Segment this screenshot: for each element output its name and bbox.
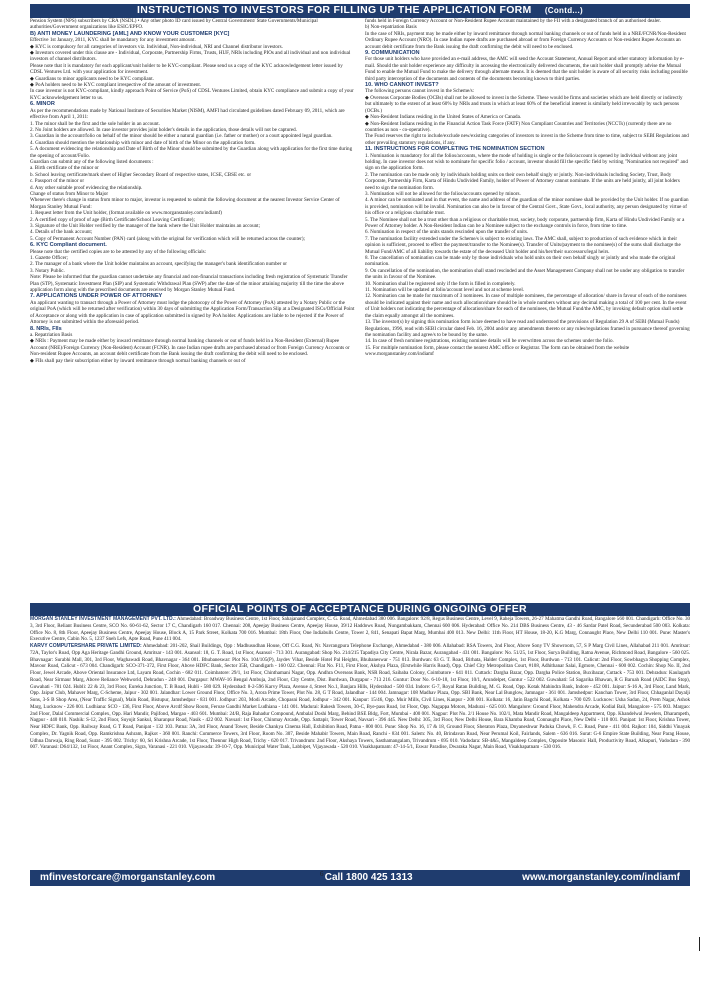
right-paras-item: 1. Nomination is mandatory for all the folios/accounts, where the mode of holding is single or the folio/account is opened by individual without any joint holding. In case investor does not wish to nominate for specific folio / account, investor should fill the specific field by writing "Nomination not required" and sign on the application form.: [365, 152, 688, 172]
left-paras-item: 7. APPLICATIONS UNDER POWER OF ATTORNEY: [30, 293, 163, 300]
right-paras-item: funds held in Foreign Currency Account or Non-Resident Rupee Account maintained by the FII with a designated branch of an authorised dealer.: [365, 18, 661, 24]
right-paras-item: 13. The investor(s) by signing this nomination form is/are deemed to have read and understood the provisions of Regulation 29 A of SEBI (Mutual Funds) Regulations, 1996, read with SEBI circular dated Feb. 16, 2004 and/or any amendments thereto or any rules/regulations framed in pursuance thereof governing the nomination facility and agree/s to be bound by the same.: [365, 319, 690, 338]
right-paras-item: 10. Nomination shall be registered only if the form is filled in completely.: [365, 280, 516, 287]
left-paras-item: ◆ NRIs : Payment may be made either by inward remittance through normal banking channels or out of funds held in a Non-Resident (External) Rupee Account (NRE)/Foreign Currency (Non-Resident) Account (FCNR). In case Indian rupee drafts are purchased abroad or from Foreign Currency Accounts or Non-resident Rupee Accounts, an account debit certificate from the Bank issuing the draft confirming the debit will need to be enclosed.: [30, 338, 350, 358]
left-paras-item: 5. Copy of Permanent Account Number (PAN) card (along with the original for verification which will be returned across the counter);: [30, 235, 305, 242]
left-paras-item: 4. Details of the bank account;: [30, 229, 93, 236]
left-paras-item: In case investor is not KYC-compliant, kindly approach Point of Service (PoS) of CDSL Ventures Limited, obtain KYC compliance and submit a copy of your KYC acknowledgement letter to us.: [30, 88, 354, 101]
left-column: [30, 18, 355, 600]
right-paras-item: 10. WHO CANNOT INVEST?: [365, 82, 439, 89]
instructions-title: INSTRUCTIONS TO INVESTORS FOR FILLING UP THE APPLICATION FORM: [137, 4, 532, 16]
right-paras-item: ◆ Non-Resident Indians residing in the United States of America or Canada.: [365, 114, 522, 121]
right-paras-item: 6. Nomination in respect of the units stands rescinded upon the transfer of units.: [365, 229, 529, 236]
left-paras-item: 6. MINOR: [30, 101, 55, 108]
amc-name: MORGAN STANLEY INVESTMENT MANAGEMENT PVT. LTD.:: [30, 616, 176, 622]
right-paras-item: 12. Nomination can be made for maximum of 3 nominees. In case of multiple nominees, the percentage of allocation/ share in favour of each of the nominees should be indicated against their name and such allocation/share should be in whole numbers without any decimal making a total of 100 per cent. In the event of Unit holders not indicating the percentage of allocation/share for each of the nominees, the Mutual Fund/the AMC, by invoking default option shall settle the claim equally amongst all the nominees.: [365, 293, 687, 319]
offer-addresses: [30, 616, 690, 867]
left-paras-item: Effective 1st January, 2011, KYC shall be mandatory for any investment amount.: [30, 37, 196, 44]
right-paras-item: 15. For multiple nomination form, please contact the nearest AMC office or Registrar. The form can be obtained from the website www.morganstanley.com/indiamf: [365, 344, 630, 358]
right-paras-item: 7. The nomination facility extended under the Scheme/s is subject to existing laws. The AMC shall, subject to production of such evidence which in their opinion is sufficient, proceed to effect the payment/transfer to the Nominee(s). Transfer of Units/payment to the nominee(s) of the sums shall discharge the Mutual Fund/AMC of all liability towards the estate of the deceased Unit holder and his/her/their successors/legal heirs.: [365, 235, 681, 255]
right-paras-item: In the case of NRIs, payment may be made either by inward remittance through normal banking channels or out of funds held in a NRE/FCNR/Non-Resident Ordinary Rupee Account (NRO). In case Indian rupee drafts are purchased abroad or from Foreign Currency Accounts or Non-resident Rupee Accounts an account debit certificate from the Bank issuing the draft confirming the debit will need to be enclosed.: [365, 30, 686, 50]
phone-number: Call 1800 425 1313: [324, 872, 413, 883]
left-paras-item: c. Passport of the minor or: [30, 178, 85, 185]
left-paras-item: 8. NRIs, FIIs: [30, 325, 62, 332]
contact-footer: [30, 870, 690, 886]
left-paras-item: As per the recommendations made by National Institute of Securities Market (NISM), AMFI had circulated guidelines dated February 09, 2011, which are effective from April 1, 2011:: [30, 107, 345, 121]
left-paras-item: 2. No Joint holders are allowed. In case investor provides joint holder's details in the application, those details will not be captured.: [30, 126, 298, 133]
left-paras-item: ◆ FIIs shall pay their subscription either by inward remittance through normal banking channels or out of: [30, 357, 246, 364]
left-paras-item: Change of status from Minor to Major: [30, 190, 109, 197]
left-paras-item: Please note that the certified copies are to be attested by any of the following officials:: [30, 248, 207, 255]
right-column: [365, 18, 690, 600]
page-number: 6: [320, 870, 324, 878]
right-paras-item: 5. The Nominee shall not be a trust other than a religious or charitable trust, society, body corporate, partnership firm, Karta of Hindu Undivided Family or a Power of Attorney holder. A Non-Resident Indian can be a Nominee subject to the exchange controls in force, from time to time.: [365, 216, 685, 229]
left-paras-item: a. Repatriation Basis: [30, 331, 73, 338]
right-paras-item: 11. INSTRUCTIONS FOR COMPLETING THE NOMINATION SECTION: [365, 146, 545, 153]
left-paras-item: ◆ Investors covered under this clause are - Individual, Corporate, Partnership Firms, Trusts, HUF, NRIs including PIOs and all individual and non individual investors of channel distributors.: [30, 50, 351, 63]
left-paras-item: B) ANTI MONEY LAUNDERING [AML] AND KNOW YOUR CUSTOMER [KYC]: [30, 30, 230, 37]
rta-addresses: Ahmedabad: 201-202, Shail Buildings, Opp : Madhusudhan House, Off C.G. Road, Nr. Navrangpura Telephone Exchange, Ahmedabad - 380 006. Allahabad: RSA Towers, 2nd Floor, Above Sony TV Showroom, 57, S P Marg Civil Lines, Allahabad 211 001. Amritsar: 72A, Taylor's Road, Opp Aga Heritage Gandhi Ground, Amritsar - 143 001. Asansol: 18, G. T. Road, 1st Floor, Asansol - 713 301. Aurangabad: Shop No. 214/215 Tapadiya City Centre, Nirala Bazar, Aurangabad - 431 001. Bangalore: No. 51/25, 1st Floor, Surya Building, Ratna Avenue, Richmond Road, Bangalore - 560 025. Bhavnagar: Surabhi Mall, 301, 3rd Floor, Waghawadi Road, Bhavnagar - 364 001. Bhubaneswar: Plot No. 104/105(P), Jaydev Vihar, Beside Hotel Pal Heights, Bhubaneswar - 751 013. Burdwan: 63 G. T. Road, Birhata, Halder Complex, 1st Floor, Burdwan - 713 101. Calicut: 2nd Floor, Sowbhagya Shopping Complex, Mavoor Road, Calicut - 673 004. Chandigarh: SCO-371-372, First Floor, Above HDFC Bank, Sector 35B, Chandigarh - 160 022. Chennai: Flat No. F11, First Floor, Akshya Plaza, (Erstwhile Harris Road), Opp. Chief City Metropolitan Court, #108, Adhithanar Salai, Egmore, Chennai - 600 002. Cochin: Shop No. II, 2nd Floor, Jewel Arcade, Above Oriental Insurance Ltd, Layam Road, Cochin - 682 011. Coimbatore: 29/1, 1st Floor, Chinthamani Nagar, Opp. Andhra Overseas Bank, NSR Road, Saibaba Colony, Coimbatore - 641 011. Cuttack: Dargha Bazar, Opp. Dargha Police Station, Buxibazar, Cuttack - 753 001. Dehradun: Kaulagarh Road, Near Sirmaur Marg, Above Reliance Webworld, Dehradun - 248 001. Durgapur: MWAV-16 Bengal Ambuja, 2nd Floor, City Centre, Dist. Burdwan, Durgapur - 713 216. Guntur: Door No. 6-10-18, 1st Floor, 10/1, Arundelpet, Guntur - 522 002. Guwahati: 54 Sagarika Bhawan, R G Baruah Road (AIDC Bus Stop), Guwahati - 781 024. Hubli: 22 & 23, 3rd Floor, Eureka Junction, T. B Road, Hubli - 580 029. Hyderabad: 8-2-596 Karvy Plaza, Avenue 4, Street No.1, Banjara Hills, Hyderabad - 500 034. Indore: G-7, Royal Ratan Building, M. G. Road, Opp. Kotak Mahindra Bank, Indore - 452 001. Jaipur: S-16 A, 3rd Floor, Land Mark, Opp. Jaipur Club, Mahaver Marg, C-Scheme, Jaipur - 302 001. Jalandhar: Lower Ground Floor, Office No. 3, Arora Prime Tower, Plot No. 28, G T Road, Jalandhar - 144 004. Jamnagar: 108 Madhav Plaza, Opp. SBI Bank, Near Lal Bunglow, Jamnagar - 361 001. Jamshedpur: Kanchan Tower, 3rd Floor, Chhaganlal Dayalji Sons, 3-S B Shop Area, (Near Traffic Signal), Main Road, Bistupur, Jamshedpur - 831 001. Jodhpur: 203, Modi Arcade, Chopasni Road, Jodhpur - 342 001. Kanpur: 15/46, Opp. Muir Mills, Civil Lines, Kanpur - 208 001. Kolkata: 16, Jatin Bagchi Road, Kolkata - 700 029. Lucknow: Usha Sadan, 24, Prem Nagar, Ashok Marg, Lucknow - 226 001. Ludhiana: SCO - 136, First Floor, Above Arcdf Show Room, Feroze Gandhi Market Ludhiana - 141 001. Madurai: Rakesh Towers, 30-C, Bye-pass Road, 1st Floor, Opp. Nagappa Motors, Madurai - 625 010. Mangalore: Ground Floor, Mahendra Arcade, Kodial Bail, Mangalore - 575 003. Margao: 2nd Floor, Dalal Commercial Complex, Opp. Hari Mandir, Pajifond, Margao - 403 601. Mumbai: 24/B, Raja Bahadur Compound, Ambalal Doshi Marg, Behind BSE Bldg, Fort, Mumbai - 400 001. Nagpur: Plot No. 2/1 House No. 102/1, Mata Mandir Road, Mangaldeep Appartment, Opp. Khandelwal Jewelers, Dharampeth, Nagpur - 440 010. Nashik: S-12, 2nd Floor, Suyojit Sankul, Sharanpur Road, Nasik - 422 002. Navsari: 1st Floor, Chinmay Arcade, Opp. Sattapir, Tower Road, Navsari - 396 445. New Delhi: 305, 3rd Floor, New Delhi House, Bara Khamba Road, Connaught Place, New Delhi - 110 001. Panipat: 1st Floor, Krishna Tower, Near HDFC Bank, Opp. Railway Road, G T Road, Panipat - 132 103. Patna: 3A, 3rd Floor, Anand Tower, Beside Chankya Cinema Hall, Exhibition Road, Patna - 800 001. Pune: Shop No. 16, 17 & 18, Ground Floor, Sheraton Plaza, Dnyaneshwar Paduka Chowk, F. C. Road, Pune - 411 004. Rajkot: 104, Siddhi Vinayak Complex, Dr. Yagnik Road, Opp. Ramkrishna Ashram, Rajkot - 360 001. Ranchi: Commerce Towers, 3rd Floor, Room No. 307, Beside Mahabir Towers, Main Road, Ranchi - 834 001. Salem: No. 40, Brindavan Road, Near Perumal Koil, Fairlands, Salem - 636 016. Surat: G-6 Empire State Building, Near Parag House, Udhna Darwaja, Ring Road, Surat - 395 002. Trichy: 60, Sri Krishna Arcade, 1st Floor, Thennur High Road, Trichy - 620 017. Trivandrum: 2nd Floor, Akshaya Towers, Sasthamangalam, Trivandrum - 695 010. Vadodara: SB-4&5, Mangaldeep Complex, Opposite Masonic Hall, Productivity Road, Alkapuri, Vadodara - 390 007. Varanasi: D64/132, 1st Floor, Anant Complex, Sigra, Varanasi - 221 010. Vijayawada: 39-10-7, Opp. Municipal Water Tank, Labbipet, Vijayawada - 520 010. Visakhapatnam: 47-14-5/1, Eswar Paradise, Dwaraka Nagar, Main Road, Visakhapatnam - 530 016.: [30, 643, 690, 751]
amc-addresses: Ahmedabad: Broadway Business Centre, 1st Floor, Sahajanand Complex, C. G. Road, Ahmedabad 380 006. Bangalore: 92/8, Regus Business Centre, Level 9, Raheja Towers, 26-27 Mahatma Gandhi Road, Bangalore 560 001. Chandigarh: Office No. 30 3, 3rd Floor, Reliant Business Centre, SCO No. 60-61-62, Sector 17 C, Chandigarh 160 017. Chennai: 208, Apeejay Business Centre, Apeejay House, 39/12 Haddows Road, Nungambakkam, Chennai 600 006. Hyderabad: Office No. 214 DBS Business Centre, 43 - 46 Sardar Patel Road, Secunderabad 500 003. Kolkata: Office No. 8, 8th Floor, Apeejay Business Centre, Apeejay House, Block A, 15 Park Street, Kolkata 700 016. Mumbai: 18th Floor, One Indiabulls Centre, Tower 2, 841, Senapati Bapat Marg, Mumbai 400 013. New Delhi: 11th Floor, HT House, 18-20, K.G Marg, Connaught Place, New Delhi 110 001. Pune: Master's Executive Centre, Cabin No. 5, 1237 Sneh Lefs, Apte Road, Pune 411 004.: [30, 616, 690, 643]
left-paras-item: Note: Please be informed that the guardian cannot undertake any financial and non-financial transactions including fresh registration of Systematic Transfer Plan (STP), Systematic Investment Plan (SIP) and Systematic Withdrawal Plan (SWP) after the date of the minor attaining majority till the time the above application form along with the prescribed documents are received by Morgan Stanley Mutual Fund.: [30, 274, 348, 294]
right-paras-item: 3. Nomination will not be allowed for the folios/accounts opened by minors.: [365, 190, 521, 197]
right-paras-item: The Fund reserves the right to include/exclude new/existing categories of investors to invest in the Scheme from time to time, subject to SEBI Regulations and other prevailing statutory regulations, if any.: [365, 133, 689, 146]
left-paras-item: An applicant wanting to transact through a Power of Attorney must lodge the photocopy of the Power of Attorney (PoA) attested by a Notary Public or the original PoA (which will be returned after verification) within 30 days of submitting the Application Form/Transaction Slip at a Designated ISCs/Official Point of Acceptance or along with the application in case of application submitted in signed by PoA holder. Applications are liable to be rejected if the Power of Attorney is not submitted within the aforesaid period.: [30, 299, 355, 326]
left-paras-item: 3. Notary Public.: [30, 267, 65, 274]
right-paras-item: 8. The cancellation of nomination can be made only by those individuals who hold units on their own behalf singly or jointly and who made the original nomination.: [365, 255, 676, 268]
instructions-columns: [30, 17, 690, 600]
left-paras-item: Pension System (NPS) subscribers by CRA (NSDL) • Any other photo ID card issued by Central Government/ State Governments/Municipal authorities/Government organizations like ESIC/EPFO.: [30, 18, 318, 31]
left-paras-item: 3. Guardian in the account/folio on behalf of the minor should be either a natural guardian (i.e. father or mother) or a court appointed legal guardian.: [30, 133, 333, 140]
right-paras-item: For those unit holders who have provided an e-mail address, the AMC will send the Account Statement, Annual Report and other statutory information by e-mail. Should the unit holder experience any difficulty in accessing the electronically delivered documents, the unit holder shall promptly advise the Mutual Fund to enable the Mutual Fund to make the delivery through alternate means. It is deemed that the unit holder is aware of all security risks including possible third party interception of the documents and contents of the documents becoming known to third parties.: [365, 56, 688, 82]
left-paras-item: 2. A certified copy of proof of age (Birth Certificate/School Leaving Certificate);: [30, 216, 195, 223]
left-paras-item: 2. The manager of a bank where the Unit holder maintains an account, specifying the manager's bank identification number or: [30, 261, 287, 268]
left-paras-item: ◆ KYC is compulsory for all categories of investors viz. Individual, Non-individual, NRI and Channel distributor investors.: [30, 43, 283, 50]
left-paras-item: Please note that it is mandatory for each applicant/unit holder to be KYC-compliant. Please send us a copy of the KYC acknowledgement letter issued by CDSL Ventures Ltd. with your application for investment.: [30, 62, 343, 76]
left-paras-item: 1. Request letter from the Unit holder, (format available on www.morganstanley.com/indiamf): [30, 210, 222, 217]
document-page: [30, 4, 690, 886]
right-paras-item: 4. A minor can be nominated and in that event, the name and address of the guardian of the minor nominee shall be provided by the Unit holder. If no guardian is provided, nomination will be invalid. Nomination can also be in favour of the Central Govt., State Govt., local authority, any person designated by virtue of his office or a religious charitable trust.: [365, 197, 689, 217]
margin-rule: [699, 937, 700, 951]
rta-name: KARVY COMPUTERSHARE PRIVATE LIMITED:: [30, 643, 142, 649]
offer-header-bar: [30, 603, 690, 616]
left-paras-item: 1. Gazette Officer;: [30, 255, 68, 262]
left-paras-item: b. School leaving certificate/mark sheet of Higher Secondary Board of respective states, ICSE, CBSE etc. or: [30, 171, 252, 178]
left-paras-item: 4. Guardian should mention the relationship with minor and date of birth of the Minor on the application form.: [30, 139, 256, 146]
right-paras-item: 14. In case of fresh nominee registrations, existing nominee details will be overwritten across the schemes under the folio.: [365, 338, 614, 345]
left-paras-item: ◆ PoA holders need to be KYC compliant irrespective of the amount of investment.: [30, 82, 202, 89]
instructions-header-bar: [30, 4, 690, 17]
left-paras-item: a. Birth certificate of the minor or: [30, 165, 99, 172]
offer-title: OFFICIAL POINTS OF ACCEPTANCE DURING ONGOING OFFER: [193, 603, 527, 615]
website-link[interactable]: www.morganstanley.com/indiamf: [522, 872, 680, 883]
left-paras-item: 1. The minor shall be the first and the sole holder in an account.: [30, 120, 160, 127]
right-paras-item: ◆ Non-Resident Indians residing in the Financial Action Task Force (FATF) Non Compliant Countries and Territories (NCCTs) (currently there are no countries as non - co-operative).: [365, 120, 672, 133]
right-paras-item: The following persons cannot invest in the Scheme/s:: [365, 88, 475, 95]
right-paras-item: ◆ Overseas Corporate Bodies (OCBs) shall not be allowed to invest in the Scheme. These would be firms and societies which are held directly or indirectly but ultimately to the extent of at least 60% by NRIs and trusts in which at least 60% of the beneficial interest is similarly held irrevocably by such persons (OCBs.): [365, 94, 683, 114]
right-paras-item: 2. The nomination can be made only by individuals holding units on their own behalf singly or jointly. Non-individuals including Society, Trust, Body Corporate, Partnership Firm, Karta of Hindu Undivided Family, holder of Power of Attorney cannot nominate. If the units are held jointly, all joint holders need to sign the nomination form.: [365, 171, 680, 191]
right-paras-item: 9. COMMUNICATION: [365, 50, 420, 57]
email-link[interactable]: mfinvestorcare@morganstanley.com: [40, 872, 216, 883]
right-paras-item: 11. Nomination will be updated at folio/account level and not at scheme level.: [365, 287, 525, 294]
left-paras-item: 6. KYC Compliant document.: [30, 242, 107, 249]
left-paras-item: Guardian can submit any of the following listed documents :: [30, 158, 154, 165]
contd-label: (Contd...): [544, 6, 583, 15]
right-paras-item: b) Non-repatriation Basis: [365, 24, 417, 31]
left-paras-item: 3. Signature of the Unit Holder verified by the manager of the bank where the Unit Holder maintains an account;: [30, 223, 260, 229]
left-paras-item: Whenever there's change in status from minor to major, investor is requested to submit the following document at the nearest Investor Service Center of Morgan Stanley Mutual Fund:: [30, 197, 340, 210]
left-paras-item: d. Any other suitable proof evidencing the relationship.: [30, 184, 143, 191]
left-paras-item: 5. A document evidencing the relationship and Date of Birth of the Minor should be submitted by the Guardian along with application for the first time during the opening of account/Folio.: [30, 146, 353, 159]
left-paras-item: ◆ Guardians to minor applicants need to be KYC compliant.: [30, 75, 154, 82]
right-paras-item: 9. On cancellation of the nomination, the nomination shall stand rescinded and the Asset Management Company shall not be under any obligation to transfer the units in favour of the Nominee.: [365, 267, 685, 281]
